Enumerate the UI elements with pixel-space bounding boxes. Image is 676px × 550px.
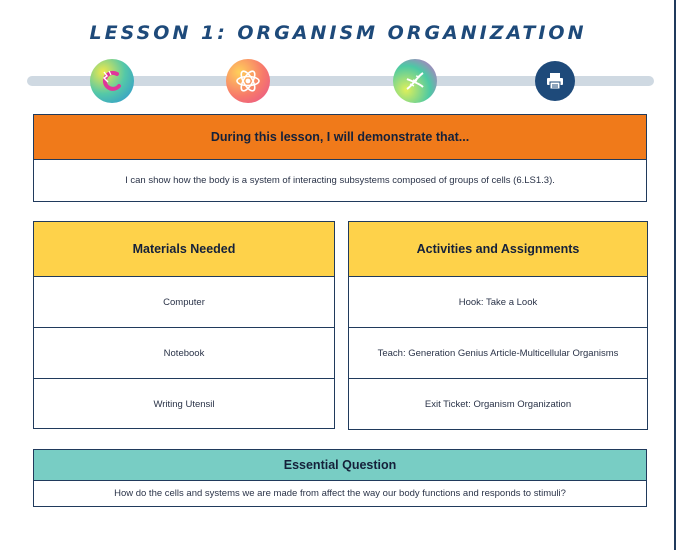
activities-header: Activities and Assignments [349, 222, 647, 277]
magnet-icon[interactable] [90, 59, 134, 103]
printer-icon[interactable] [535, 61, 575, 101]
page-title: LESSON 1: ORGANISM ORGANIZATION [89, 22, 587, 44]
materials-header: Materials Needed [34, 222, 334, 277]
materials-item: Notebook [34, 328, 334, 379]
objective-header: During this lesson, I will demonstrate that... [34, 115, 646, 160]
activities-item: Exit Ticket: Organism Organization [424, 399, 572, 410]
activities-item: Teach: Generation Genius Article-Multicellular Organisms [349, 328, 647, 379]
essential-question-header: Essential Question [34, 450, 646, 481]
essential-question-text: How do the cells and systems we are made from affect the way our body functions and responds to stimuli? [114, 488, 566, 499]
dna-icon[interactable] [393, 59, 437, 103]
materials-item: Computer [34, 277, 334, 328]
objective-text: I can show how the body is a system of interacting subsystems composed of groups of cells (6.LS1.3). [125, 175, 555, 186]
activities-table [348, 221, 648, 430]
objective-table [33, 114, 647, 202]
atom-icon[interactable] [226, 59, 270, 103]
materials-table [33, 221, 335, 429]
essential-question-table [33, 449, 647, 507]
materials-item: Writing Utensil [153, 399, 215, 410]
activities-item: Hook: Take a Look [349, 277, 647, 328]
